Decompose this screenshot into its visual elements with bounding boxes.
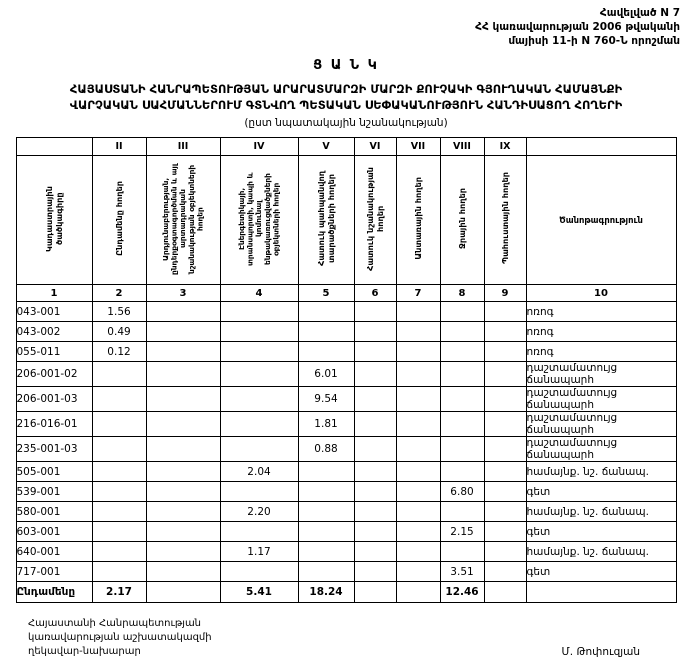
- cell-infrastructure: 2.20: [220, 502, 298, 522]
- table-roman-row: [16, 138, 676, 156]
- cell-water: 3.51: [440, 562, 484, 582]
- cell-water: [440, 542, 484, 562]
- cell-code: 505-001: [16, 462, 92, 482]
- cell-code: 206-001-03: [16, 387, 92, 412]
- number-cell-10: 10: [526, 285, 676, 302]
- document-header: [0, 0, 692, 48]
- table-header-row: [16, 156, 676, 285]
- cell-reserve: [484, 462, 526, 482]
- number-cell-1: 1: [16, 285, 92, 302]
- cell-total: [92, 462, 146, 482]
- cell-water: [440, 412, 484, 437]
- cell-total: [92, 362, 146, 387]
- cell-code: 043-002: [16, 322, 92, 342]
- cell-total: [92, 502, 146, 522]
- document-footer: [0, 617, 692, 659]
- total-industrial: [146, 582, 220, 603]
- cell-note: համայնք. նշ. ճանապ.: [526, 542, 676, 562]
- table-row: [16, 562, 676, 582]
- footer-line-2: կառավարության աշխատակազմի: [28, 632, 212, 643]
- cell-protected: [298, 562, 354, 582]
- cell-protected: [298, 522, 354, 542]
- column-header-special: [354, 156, 396, 285]
- cell-forest: [396, 542, 440, 562]
- cell-note: դաշտամատույց ճանապարհ: [526, 387, 676, 412]
- cell-special: [354, 522, 396, 542]
- document-subtitle: [0, 81, 692, 113]
- cell-total: [92, 562, 146, 582]
- cell-infrastructure: [220, 412, 298, 437]
- table-row: [16, 387, 676, 412]
- footer-line-3: ղեկավար-նախարար: [28, 646, 141, 657]
- cell-note: գետ: [526, 522, 676, 542]
- column-header-water-label: Ջրային հողեր: [457, 188, 467, 249]
- column-header-industrial: [146, 156, 220, 285]
- cell-protected: 0.88: [298, 437, 354, 462]
- cell-protected: [298, 322, 354, 342]
- total-label: Ընդամենը: [16, 582, 92, 603]
- subtitle-line-1: ՀԱՅԱՍՏԱՆԻ ՀԱՆՐԱՊԵՏՈՒԹՅԱՆ ԱՐԱՐԱՏՄԱՐԶԻ ՄԱՐԶԻ ՔՈՒՉԱԿԻ ԳՅՈՒՂԱԿԱՆ ՀԱՄԱՅՆՔԻ: [69, 82, 623, 96]
- cell-protected: [298, 302, 354, 322]
- cell-industrial: [146, 522, 220, 542]
- cell-code: 580-001: [16, 502, 92, 522]
- column-header-notes: [526, 156, 676, 285]
- cell-special: [354, 362, 396, 387]
- column-header-forest: [396, 156, 440, 285]
- column-header-total: [92, 156, 146, 285]
- roman-cell-7: VII: [396, 138, 440, 156]
- column-header-protected-label: Հատուկ պահպանվող տարածքների հողեր: [316, 171, 336, 266]
- table-row: [16, 322, 676, 342]
- cell-industrial: [146, 387, 220, 412]
- table-row: [16, 502, 676, 522]
- number-cell-2: 2: [92, 285, 146, 302]
- table-row: [16, 542, 676, 562]
- cell-note: գետ: [526, 482, 676, 502]
- cell-note: համայնք. նշ. ճանապ.: [526, 502, 676, 522]
- cell-code: 216-016-01: [16, 412, 92, 437]
- table-row: [16, 462, 676, 482]
- roman-cell-8: VIII: [440, 138, 484, 156]
- cell-total: [92, 522, 146, 542]
- cell-special: [354, 502, 396, 522]
- footer-signature: Մ. Թոփուզյան: [561, 646, 640, 658]
- cell-total: [92, 387, 146, 412]
- cell-note: դաշտամատույց ճանապարհ: [526, 362, 676, 387]
- column-header-code-label: Կադաստրային ծածկագիրը: [44, 185, 64, 252]
- cell-reserve: [484, 362, 526, 387]
- cell-infrastructure: [220, 522, 298, 542]
- table-row: [16, 342, 676, 362]
- column-header-total-label: Ընդամենը հողեր: [114, 181, 124, 256]
- cell-industrial: [146, 502, 220, 522]
- roman-cell-10: [526, 138, 676, 156]
- cell-special: [354, 342, 396, 362]
- cell-code: 717-001: [16, 562, 92, 582]
- cell-code: 539-001: [16, 482, 92, 502]
- cell-water: [440, 502, 484, 522]
- roman-cell-1: [16, 138, 92, 156]
- cell-note: դաշտամատույց ճանապարհ: [526, 412, 676, 437]
- number-cell-3: 3: [146, 285, 220, 302]
- cell-special: [354, 412, 396, 437]
- table-row: [16, 437, 676, 462]
- table-row: [16, 522, 676, 542]
- table-row: [16, 362, 676, 387]
- cell-industrial: [146, 462, 220, 482]
- cell-infrastructure: [220, 342, 298, 362]
- cell-protected: 9.54: [298, 387, 354, 412]
- column-header-industrial-label: Արդյունաբերության, ընդերքօգտագործման և այլ արտադրական նշանակության օբյեկտների հողեր: [160, 162, 204, 275]
- footer-line-1: Հայաստանի Հանրապետության: [28, 618, 202, 629]
- cell-water: [440, 362, 484, 387]
- column-header-code: [16, 156, 92, 285]
- cell-total: 0.49: [92, 322, 146, 342]
- header-line-3: մայիսի 11-ի N 760-Ն որոշման: [508, 35, 680, 47]
- roman-cell-2: II: [92, 138, 146, 156]
- total-forest: [396, 582, 440, 603]
- cell-protected: [298, 462, 354, 482]
- cell-industrial: [146, 302, 220, 322]
- cell-infrastructure: [220, 437, 298, 462]
- table-row: [16, 482, 676, 502]
- cell-special: [354, 387, 396, 412]
- cell-water: [440, 342, 484, 362]
- cell-infrastructure: [220, 362, 298, 387]
- cell-total: [92, 482, 146, 502]
- total-infrastructure: 5.41: [220, 582, 298, 603]
- column-header-infrastructure: [220, 156, 298, 285]
- cell-water: [440, 437, 484, 462]
- roman-cell-6: VI: [354, 138, 396, 156]
- cell-forest: [396, 387, 440, 412]
- cell-special: [354, 482, 396, 502]
- cell-water: [440, 322, 484, 342]
- cell-code: 603-001: [16, 522, 92, 542]
- cell-forest: [396, 462, 440, 482]
- cell-protected: 1.81: [298, 412, 354, 437]
- cell-infrastructure: [220, 302, 298, 322]
- cell-reserve: [484, 412, 526, 437]
- cell-industrial: [146, 412, 220, 437]
- cell-reserve: [484, 387, 526, 412]
- cell-protected: [298, 502, 354, 522]
- cell-total: 0.12: [92, 342, 146, 362]
- column-header-notes-label: Ծանոթագրություն: [559, 214, 643, 225]
- cell-code: 235-001-03: [16, 437, 92, 462]
- cell-reserve: [484, 522, 526, 542]
- header-line-1: Հավելված N 7: [599, 7, 680, 19]
- cell-infrastructure: [220, 322, 298, 342]
- cell-code: 055-011: [16, 342, 92, 362]
- cell-special: [354, 562, 396, 582]
- cell-code: 043-001: [16, 302, 92, 322]
- cell-code: 640-001: [16, 542, 92, 562]
- cell-industrial: [146, 482, 220, 502]
- number-cell-8: 8: [440, 285, 484, 302]
- cell-industrial: [146, 542, 220, 562]
- cell-reserve: [484, 502, 526, 522]
- column-header-protected: [298, 156, 354, 285]
- roman-cell-4: IV: [220, 138, 298, 156]
- cell-total: 1.56: [92, 302, 146, 322]
- cell-forest: [396, 502, 440, 522]
- total-reserve: [484, 582, 526, 603]
- cell-reserve: [484, 342, 526, 362]
- column-header-infrastructure-label: Էներգետիկայի, տրանսպորտի, կապի և կոմունալ ենթակառուցվածքների օբյեկտների հողեր: [236, 171, 280, 266]
- total-total: 2.17: [92, 582, 146, 603]
- cell-infrastructure: [220, 387, 298, 412]
- cell-special: [354, 462, 396, 482]
- cell-industrial: [146, 322, 220, 342]
- cell-water: [440, 387, 484, 412]
- cell-special: [354, 302, 396, 322]
- cell-reserve: [484, 302, 526, 322]
- cell-protected: [298, 482, 354, 502]
- cell-special: [354, 322, 396, 342]
- cell-forest: [396, 342, 440, 362]
- cell-code: 206-001-02: [16, 362, 92, 387]
- cell-industrial: [146, 342, 220, 362]
- document-subnote: (ըստ նպատակային նշանակության): [244, 117, 448, 129]
- number-cell-9: 9: [484, 285, 526, 302]
- cell-forest: [396, 522, 440, 542]
- table-number-row: [16, 285, 676, 302]
- total-water: 12.46: [440, 582, 484, 603]
- cell-infrastructure: [220, 562, 298, 582]
- cell-reserve: [484, 322, 526, 342]
- cell-water: 2.15: [440, 522, 484, 542]
- cell-reserve: [484, 482, 526, 502]
- cell-protected: [298, 342, 354, 362]
- page-title: Ց Ա Ն Կ: [313, 58, 379, 73]
- roman-cell-3: III: [146, 138, 220, 156]
- land-table: [16, 137, 677, 603]
- cell-note: ոռոգ: [526, 342, 676, 362]
- column-header-water: [440, 156, 484, 285]
- cell-industrial: [146, 437, 220, 462]
- roman-cell-5: V: [298, 138, 354, 156]
- cell-forest: [396, 437, 440, 462]
- cell-protected: [298, 542, 354, 562]
- subtitle-line-2: ՎԱՐՉԱԿԱՆ ՍԱՀՄԱՆՆԵՐՈՒՄ ԳՏՆՎՈՂ ՊԵՏԱԿԱՆ ՍԵՓԱԿԱՆՈՒԹՅՈՒՆ ՀԱՆԴԻՍԱՑՈՂ ՀՈՂԵՐԻ: [69, 98, 623, 112]
- cell-note: դաշտամատույց ճանապարհ: [526, 437, 676, 462]
- cell-note: ոռոգ: [526, 302, 676, 322]
- number-cell-6: 6: [354, 285, 396, 302]
- cell-infrastructure: 2.04: [220, 462, 298, 482]
- cell-forest: [396, 562, 440, 582]
- cell-industrial: [146, 362, 220, 387]
- number-cell-5: 5: [298, 285, 354, 302]
- cell-industrial: [146, 562, 220, 582]
- cell-forest: [396, 482, 440, 502]
- cell-reserve: [484, 437, 526, 462]
- number-cell-4: 4: [220, 285, 298, 302]
- cell-total: [92, 412, 146, 437]
- cell-note: գետ: [526, 562, 676, 582]
- number-cell-7: 7: [396, 285, 440, 302]
- cell-forest: [396, 412, 440, 437]
- cell-special: [354, 437, 396, 462]
- cell-reserve: [484, 542, 526, 562]
- cell-note: համայնք. նշ. ճանապ.: [526, 462, 676, 482]
- cell-reserve: [484, 562, 526, 582]
- cell-infrastructure: [220, 482, 298, 502]
- cell-water: 6.80: [440, 482, 484, 502]
- table-row: [16, 412, 676, 437]
- table-row: [16, 302, 676, 322]
- column-header-forest-label: Անտառային հողեր: [413, 177, 423, 260]
- cell-infrastructure: 1.17: [220, 542, 298, 562]
- total-special: [354, 582, 396, 603]
- column-header-reserve-label: Պահուստային հողեր: [500, 172, 510, 265]
- cell-water: [440, 302, 484, 322]
- cell-total: [92, 437, 146, 462]
- cell-water: [440, 462, 484, 482]
- cell-forest: [396, 362, 440, 387]
- roman-cell-9: IX: [484, 138, 526, 156]
- column-header-special-label: Հատուկ նշանակության հողեր: [365, 166, 385, 271]
- cell-special: [354, 542, 396, 562]
- cell-protected: 6.01: [298, 362, 354, 387]
- column-header-reserve: [484, 156, 526, 285]
- header-line-2: ՀՀ կառավարության 2006 թվականի: [475, 21, 680, 33]
- cell-forest: [396, 322, 440, 342]
- cell-note: ոռոգ: [526, 322, 676, 342]
- cell-forest: [396, 302, 440, 322]
- total-note: [526, 582, 676, 603]
- total-protected: 18.24: [298, 582, 354, 603]
- cell-total: [92, 542, 146, 562]
- table-total-row: [16, 582, 676, 603]
